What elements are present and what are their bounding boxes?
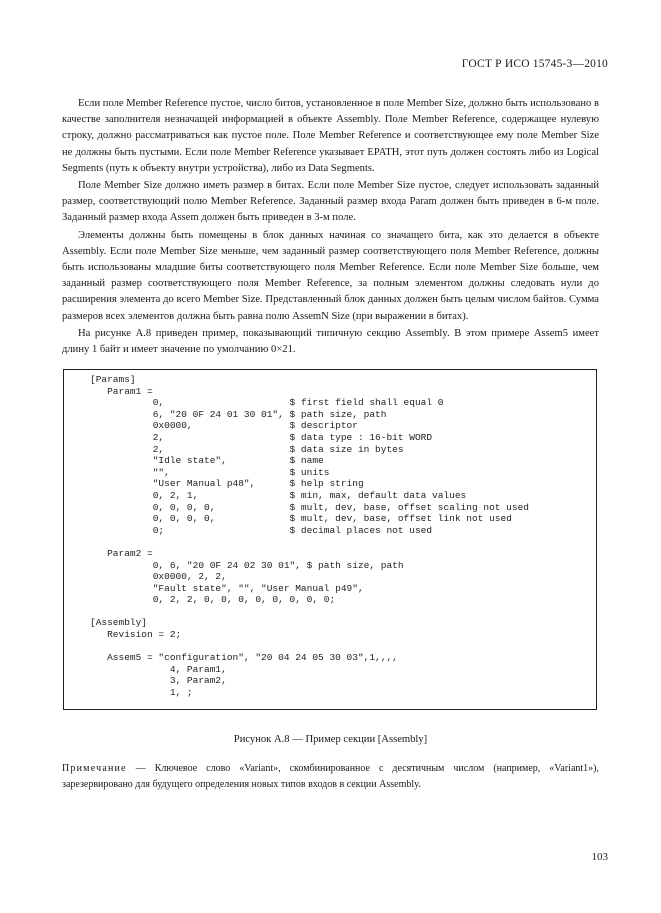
note-text: — Ключевое слово «Variant», скомбинированное с десятичным числом (например, «Variant1»), зарезервировано для будущего определения новых типов входов в секции Assembly.: [62, 763, 599, 790]
paragraph: Если поле Member Reference пустое, число битов, установленное в поле Member Size, должно быть использовано в качестве заполнителя незначащей информацией в объекте Assembly. Поле Member Reference, содержащее нулевую строку, должно рассматриваться как пустое поле. Поле Member Reference и соответствующее ему поле Member Size не должны быть пустыми. Если поле Member Reference указывает EPATH, этот путь должен состоять либо из Logical Segments (путь к объекту внутри устройства), либо из Data Segments.: [62, 98, 599, 174]
paragraph: Поле Member Size должно иметь размер в битах. Если поле Member Size пустое, следует использовать заданный размер, соответствующий полю Member Reference. Заданный размер входа Param должен быть приведен в 6-м поле. Заданный размер входа Assem должен быть приведен в 3-м поле.: [62, 180, 599, 224]
body-text: [62, 96, 599, 359]
code-listing-box: [63, 369, 597, 710]
page-number: 103: [591, 851, 608, 863]
paragraph: На рисунке А.8 приведен пример, показывающий типичную секцию Assembly. В этом примере Assem5 имеет длину 1 байт и имеет значение по умолчанию 0×21.: [62, 327, 599, 356]
note-label: Примечание: [62, 763, 127, 774]
code-listing: [Params] Param1 = 0, $ first field shall equal 0 6, "20 0F 24 01 30 01", $ path size, path 0x0000, $ descriptor 2, $ data type : 16-bit WORD 2, $ data size in bytes "Idle state", $ name "", $ units "User Manual p48", $ help string 0, 2, 1, $ min, max, default data values 0, 0, 0, 0, $ mult, dev, base, offset scaling not used 0, 0, 0, 0, $ mult, dev, base, offset link not used 0; $ decimal places not used Param2 = 0, 6, "20 0F 24 02 30 01", $ path size, path 0x0000, 2, 2, "Fault state", "", "User Manual p49", 0, 2, 2, 0, 0, 0, 0, 0, 0, 0, 0; [Assembly] Revision = 2; Assem5 = "configuration", "20 04 24 05 30 03",1,,,, 4, Param1, 3, Param2, 1, ;: [90, 374, 529, 699]
figure-caption: Рисунок А.8 — Пример секции [Assembly]: [233, 734, 428, 745]
standard-header: ГОСТ Р ИСО 15745-3—2010: [461, 58, 608, 70]
paragraph: Элементы должны быть помещены в блок данных начиная со значащего бита, как это делается в объекте Assembly. Если поле Member Size меньше, чем заданный размер соответствующего поля Member Reference, должны быть использованы младшие биты соответствующего поля Member Reference. Если поле Member Size больше, чем заданный размер соответствующего поля Member Reference, за полным элементом должны следовать нули до расширения элемента до всего Member Size. Представленный блок данных должен быть целым числом байтов. Сумма размеров всех элементов должна быть равна полю AssemN Size (при выражении в битах).: [62, 229, 599, 322]
note: [62, 761, 599, 793]
